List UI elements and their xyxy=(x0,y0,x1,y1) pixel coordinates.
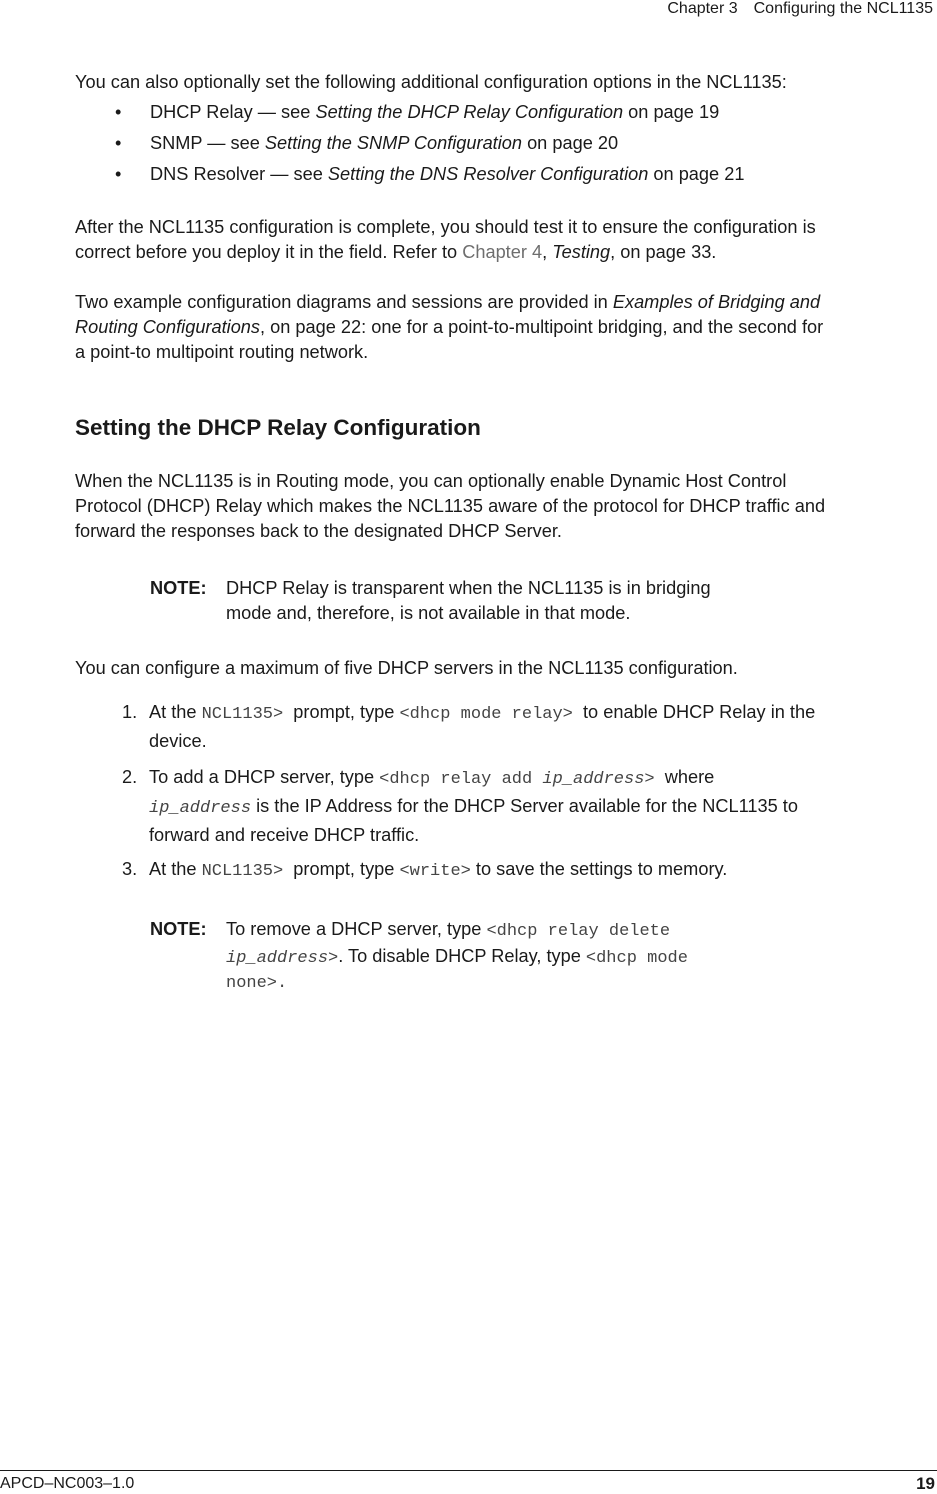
testing-paragraph xyxy=(75,215,935,265)
code-command-cont xyxy=(226,949,338,968)
step-continuation: device. xyxy=(149,731,207,751)
bullet-link[interactable]: Setting the SNMP Configuration xyxy=(264,133,523,153)
running-header xyxy=(667,0,933,18)
text-span: where xyxy=(654,767,715,787)
chapter-link[interactable]: Chapter 4 xyxy=(462,242,543,262)
text-span: , xyxy=(542,242,553,262)
bullet-prefix: DHCP Relay — see xyxy=(150,102,316,122)
footer-doc-id: APCD–NC003–1.0 xyxy=(0,1475,135,1492)
text-span: To remove a DHCP server, type xyxy=(226,919,487,939)
text-span: is the IP Address for the DHCP Server available for the NCL1135 to xyxy=(251,796,798,816)
header-chapter: Chapter 3 xyxy=(667,0,738,17)
step-number: 3. xyxy=(122,859,138,879)
bullet-suffix: on page 20 xyxy=(522,133,619,153)
examples-line-2 xyxy=(75,315,935,340)
bullet-suffix: on page 19 xyxy=(623,102,720,122)
bullet-dot: • xyxy=(115,102,122,122)
code-command: <dhcp relay delete xyxy=(486,922,671,941)
footer-page-number: 19 xyxy=(916,1474,935,1493)
code-param: ip_address xyxy=(542,770,645,789)
code-text: > xyxy=(644,770,655,789)
note-label: NOTE: xyxy=(150,919,207,939)
dhcp-intro-line-3: forward the responses back to the designated DHCP Server. xyxy=(75,521,562,541)
code-param: ip_address xyxy=(226,949,329,968)
code-prompt: NCL1135> xyxy=(201,705,284,724)
examples-link-part2[interactable]: Routing Configurations xyxy=(75,317,261,337)
dhcp-intro-paragraph xyxy=(75,469,935,544)
intro-paragraph: You can also optionally set the following additional configuration options in the NCL1135: xyxy=(75,72,787,92)
examples-paragraph xyxy=(75,290,935,365)
text-span: , on page 22: one for a point-to-multipoint bridging, and the second for xyxy=(260,317,824,337)
footer-divider xyxy=(0,1470,937,1471)
bullet-link[interactable]: Setting the DNS Resolver Configuration xyxy=(327,164,649,184)
note-line-1: DHCP Relay is transparent when the NCL1135 is in bridging xyxy=(226,578,711,598)
text-span: , on page 33. xyxy=(610,242,717,262)
code-param: ip_address xyxy=(149,799,252,818)
header-title: Configuring the NCL1135 xyxy=(753,0,933,17)
text-span: correct before you deploy it in the field. Refer to xyxy=(75,242,463,262)
text-span: At the xyxy=(149,859,202,879)
step-continuation: forward and receive DHCP traffic. xyxy=(149,825,420,845)
bullet-dot: • xyxy=(115,133,122,153)
max-servers-paragraph: You can configure a maximum of five DHCP servers in the NCL1135 configuration. xyxy=(75,658,738,678)
code-text: <dhcp relay add xyxy=(379,770,543,789)
bullet-suffix: on page 21 xyxy=(648,164,745,184)
options-bullet-list xyxy=(75,100,935,193)
text-span: Two example configuration diagrams and sessions are provided in xyxy=(75,292,613,312)
examples-line-1 xyxy=(75,290,935,315)
code-text: > xyxy=(328,949,339,968)
step-number: 1. xyxy=(122,702,138,722)
step-number: 2. xyxy=(122,767,138,787)
text-span: At the xyxy=(149,702,202,722)
text-span: To add a DHCP server, type xyxy=(149,767,380,787)
text-span: prompt, type xyxy=(283,702,400,722)
code-command xyxy=(379,770,654,789)
testing-line-1: After the NCL1135 configuration is complete, you should test it to ensure the configuration is xyxy=(75,217,816,237)
dhcp-intro-line-2: Protocol (DHCP) Relay which makes the NCL1135 aware of the protocol for DHCP traffic and xyxy=(75,496,826,516)
section-heading: Setting the DHCP Relay Configuration xyxy=(75,415,481,440)
bullet-prefix: DNS Resolver — see xyxy=(150,164,328,184)
code-prompt: NCL1135> xyxy=(201,862,284,881)
text-span: . To disable DHCP Relay, type xyxy=(338,946,586,966)
bullet-link[interactable]: Setting the DHCP Relay Configuration xyxy=(315,102,624,122)
examples-link-part1[interactable]: Examples of Bridging and xyxy=(612,292,821,312)
code-command: <write> xyxy=(399,862,471,881)
bullet-item-dns xyxy=(75,162,935,193)
testing-line-2 xyxy=(75,240,935,265)
note-label: NOTE: xyxy=(150,578,207,598)
bullet-item-snmp xyxy=(75,131,935,162)
code-command: <dhcp mode relay> xyxy=(399,705,573,724)
bullet-prefix: SNMP — see xyxy=(150,133,265,153)
bullet-item-dhcp xyxy=(75,100,935,131)
note-line-2: mode and, therefore, is not available in that mode. xyxy=(226,603,631,623)
text-span: prompt, type xyxy=(283,859,400,879)
dhcp-intro-line-1: When the NCL1135 is in Routing mode, you can optionally enable Dynamic Host Control xyxy=(75,471,787,491)
testing-link[interactable]: Testing xyxy=(552,242,611,262)
code-command-cont: none>. xyxy=(226,974,288,993)
text-span: to save the settings to memory. xyxy=(470,859,728,879)
examples-line-3: a point-to multipoint routing network. xyxy=(75,342,369,362)
bullet-dot: • xyxy=(115,164,122,184)
text-span: to enable DHCP Relay in the xyxy=(572,702,816,722)
code-command: <dhcp mode xyxy=(585,949,688,968)
